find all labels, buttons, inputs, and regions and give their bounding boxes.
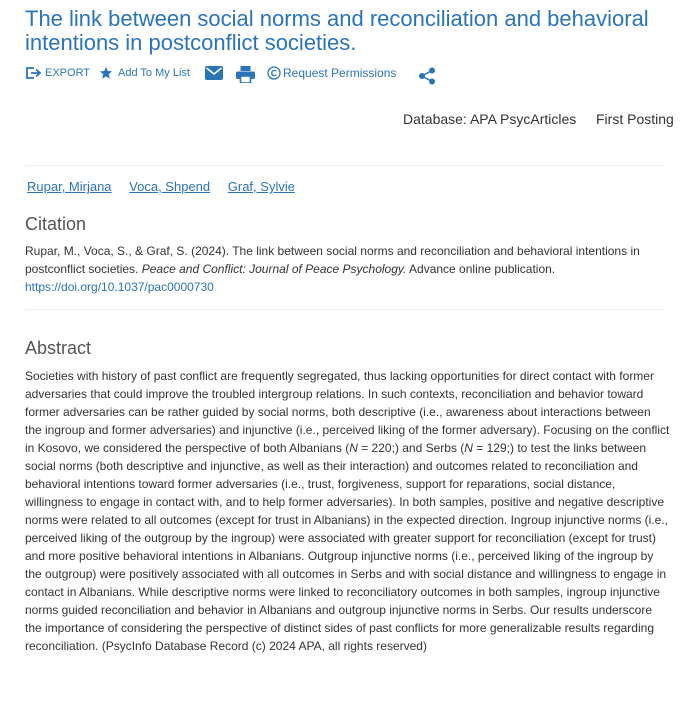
citation-suffix: Advance online publication. (409, 262, 556, 276)
request-permissions-link[interactable] (267, 66, 396, 80)
email-button[interactable] (205, 66, 223, 80)
share-icon (418, 67, 436, 85)
abstract-text: Societies with history of past conflict are frequently segregated, thus lacking opportunities for direct contact with former adversaries that could improve the troubled intergroup relations. In such contexts, reconciliation and behavior toward former adversaries can be rather guided by social norms, both descriptive (i.e., awareness about interactions between the ingroup and former adversaries) and injunctive (i.e., perceived liking of the former adversary). Focusing on the conflict in Kosovo, we considered the perspective of both Albanians (N = 220;) and Serbs (N = 129;) to test the links between social norms (both descriptive and injunctive, as well as their interaction) and outcomes related to reconciliation and behavioral intentions toward former adversaries (i.e., trust, forgiveness, support for reparations, social distance, willingness to engage in contact with, and to help former adversaries). In both samples, positive and negative descriptive norms were related to all outcomes (except for trust in Albanians) in the expected direction. Ingroup injunctive norms (i.e., perceived liking of the outgroup by the ingroup) were associated with greater support for reconciliation (except for trust) and more positive behavioral intentions in Albanians. Outgroup injunctive norms (i.e., perceived liking of the ingroup by the outgroup) were positively associated with all outcomes in Serbs and with social distance and willingness to engage in contact in Albanians. While descriptive norms were linked to reconciliatory outcomes in both samples, ingroup injunctive norms guided reconciliation and behavior in Albanians and outgroup injunctive norms in Serbs. Our results underscore the importance of considering the perspective of distinct sides of past conflicts for more generalizable results regarding reconciliation. (PsycInfo Database Record (c) 2024 APA, all rights reserved) (25, 369, 670, 653)
citation-prefix: Rupar, M., Voca, S., & Graf, S. (2024). The link between social norms and reconciliation and behavioral intentions in postconflict societies. (25, 244, 640, 276)
divider (25, 165, 665, 166)
export-label: EXPORT (45, 67, 91, 79)
author-link[interactable]: Rupar, Mirjana (27, 179, 112, 194)
article-toolbar (25, 66, 445, 88)
add-to-list-label: Add To My List (118, 67, 190, 79)
author-link[interactable]: Voca, Shpend (129, 179, 211, 194)
citation-journal: Peace and Conflict: Journal of Peace Psychology. (141, 262, 407, 276)
email-icon (205, 66, 223, 80)
star-icon (99, 66, 113, 80)
citation-heading: Citation (25, 214, 87, 234)
author-link[interactable]: Graf, Sylvie (227, 179, 295, 194)
divider (25, 309, 665, 310)
abstract-heading: Abstract (25, 338, 92, 358)
share-button[interactable] (418, 67, 436, 85)
citation-text (25, 242, 665, 296)
doi-link[interactable]: https://doi.org/10.1037/pac0000730 (25, 280, 214, 294)
copyright-icon (267, 66, 281, 80)
article-title: The link between social norms and reconciliation and behavioral intentions in postconflict societies. (25, 6, 649, 55)
print-button[interactable] (236, 66, 255, 83)
author-list (27, 179, 309, 194)
print-icon (236, 66, 255, 83)
database-label: Database: APA PsycArticles (403, 111, 577, 127)
add-to-list-button[interactable] (99, 66, 190, 80)
publication-status: First Posting (596, 111, 674, 127)
request-permissions-label: Request Permissions (283, 66, 397, 80)
export-icon (25, 66, 41, 80)
export-button[interactable] (25, 66, 90, 80)
